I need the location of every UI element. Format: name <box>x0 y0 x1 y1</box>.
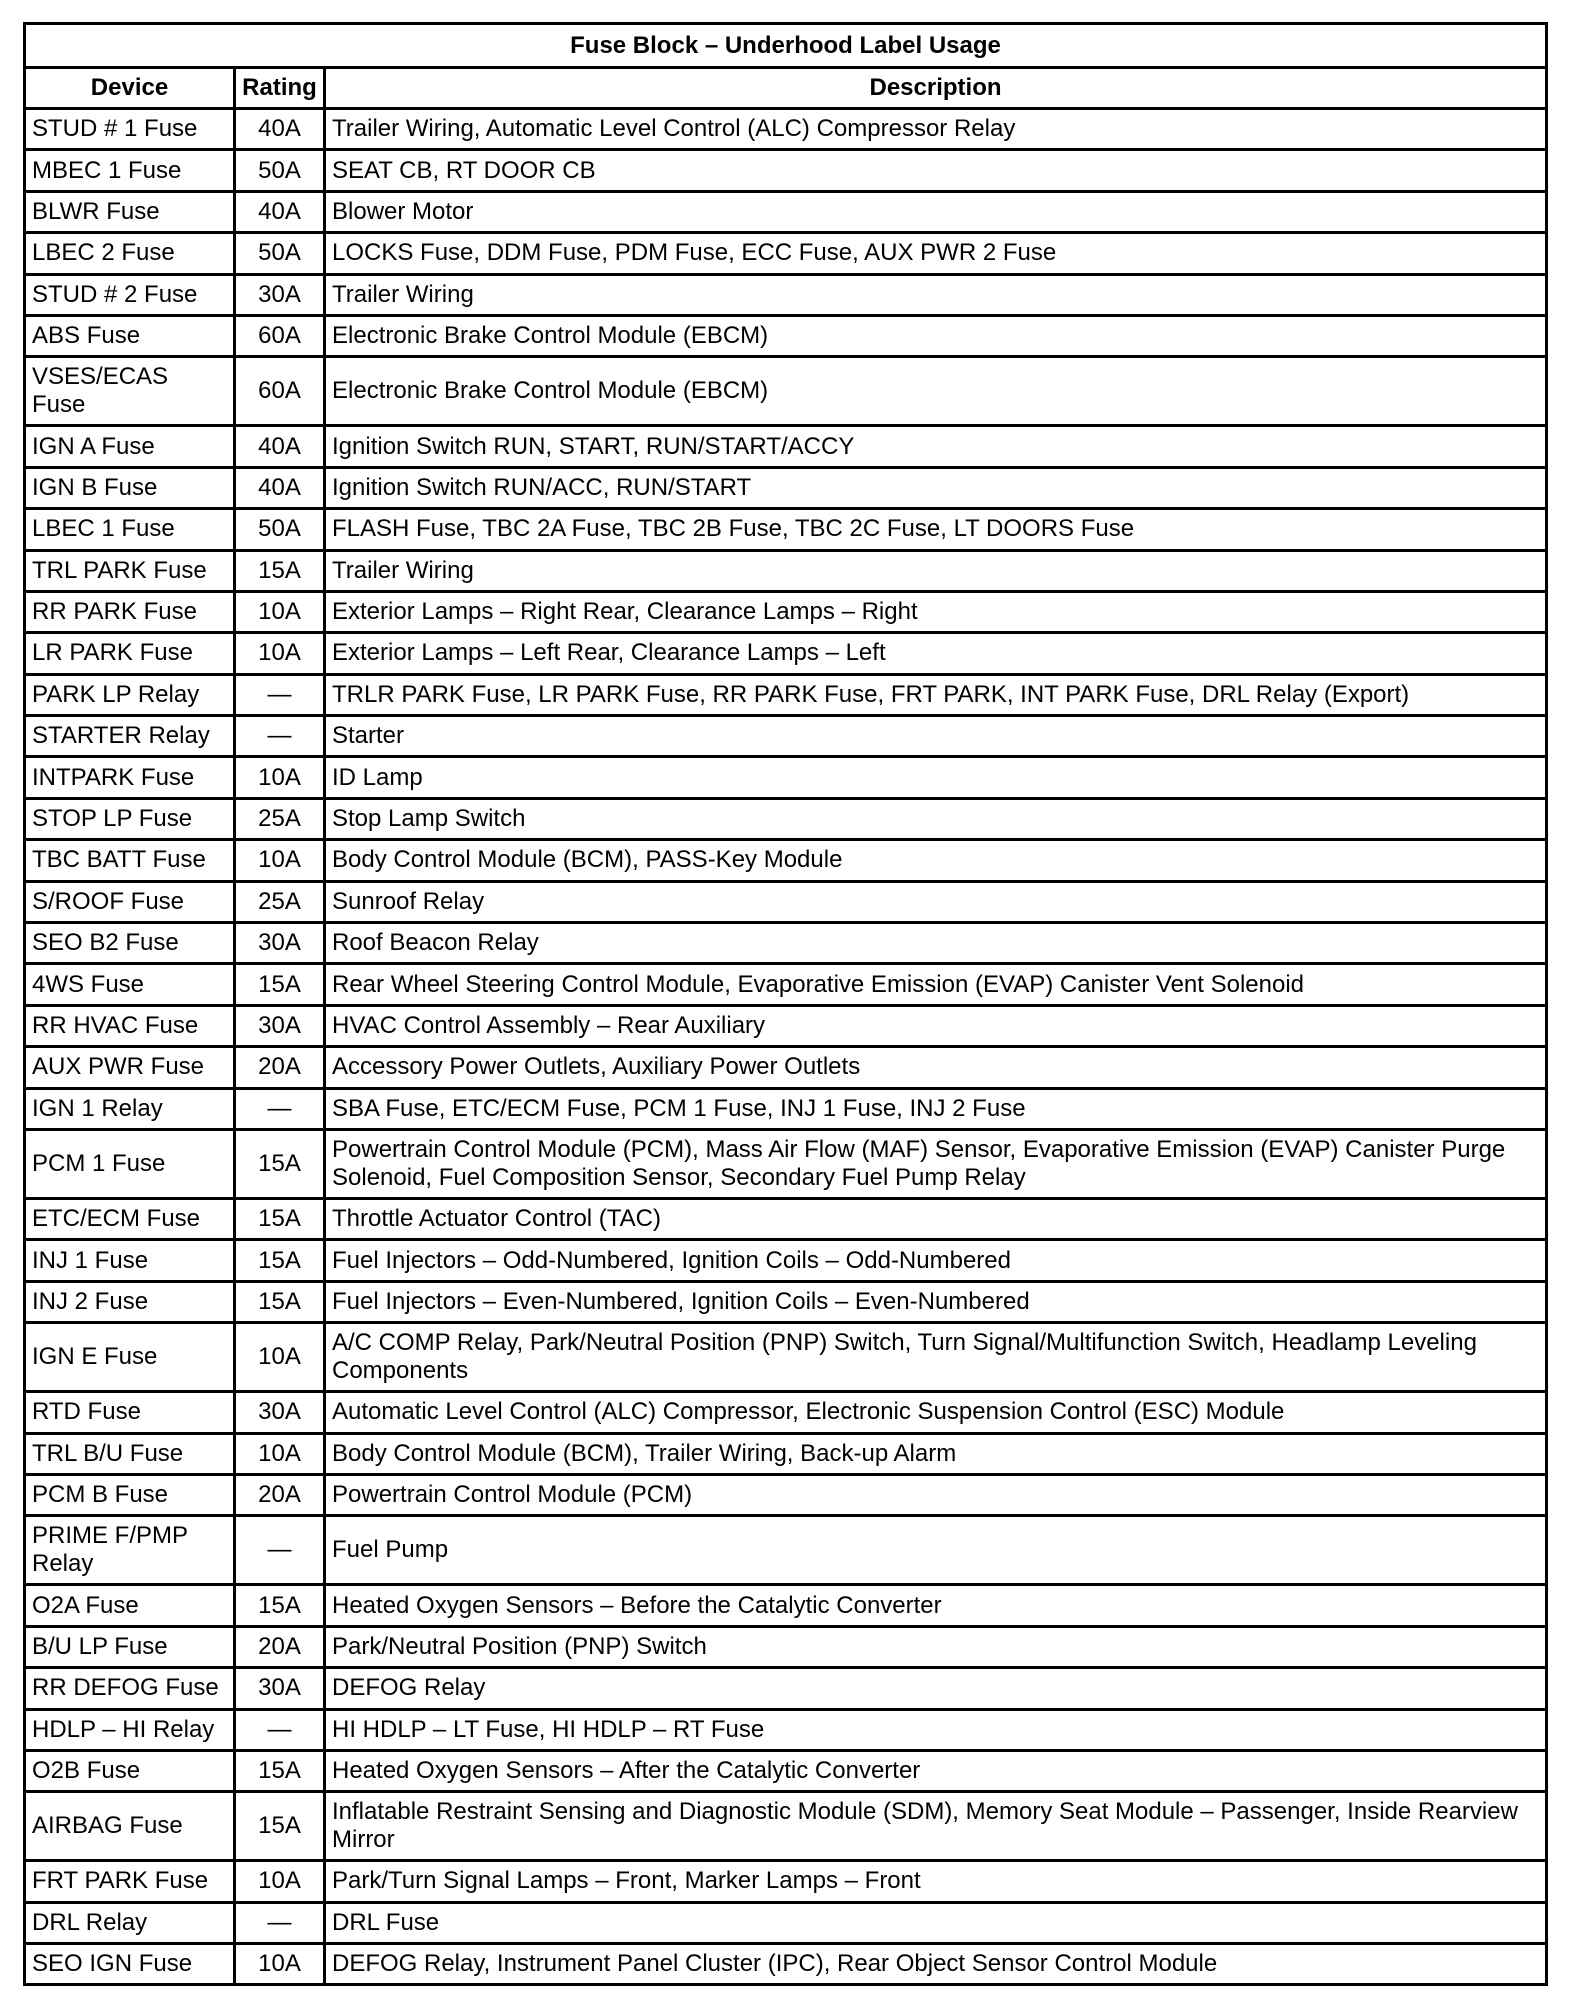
rating-cell: 15A <box>235 1129 325 1198</box>
table-row <box>25 315 1547 356</box>
device-cell: RR HVAC Fuse <box>25 1005 235 1046</box>
device-cell: O2A Fuse <box>25 1585 235 1626</box>
table-row <box>25 674 1547 715</box>
device-cell: IGN B Fuse <box>25 467 235 508</box>
rating-cell: 50A <box>235 150 325 191</box>
device-cell: HDLP – HI Relay <box>25 1709 235 1750</box>
description-cell: Trailer Wiring <box>325 550 1547 591</box>
device-cell: S/ROOF Fuse <box>25 881 235 922</box>
table-row <box>25 591 1547 632</box>
description-cell: Fuel Injectors – Even-Numbered, Ignition Coils – Even-Numbered <box>325 1281 1547 1322</box>
device-cell: INJ 2 Fuse <box>25 1281 235 1322</box>
device-cell: PARK LP Relay <box>25 674 235 715</box>
description-cell: Roof Beacon Relay <box>325 923 1547 964</box>
device-cell: RR PARK Fuse <box>25 591 235 632</box>
description-cell: Trailer Wiring, Automatic Level Control (ALC) Compressor Relay <box>325 109 1547 150</box>
rating-cell: 60A <box>235 315 325 356</box>
device-cell: LBEC 2 Fuse <box>25 233 235 274</box>
rating-cell: 40A <box>235 109 325 150</box>
table-row <box>25 1668 1547 1709</box>
rating-cell: 50A <box>235 509 325 550</box>
device-cell: INJ 1 Fuse <box>25 1240 235 1281</box>
device-cell: AUX PWR Fuse <box>25 1047 235 1088</box>
rating-cell: 30A <box>235 923 325 964</box>
description-cell: Sunroof Relay <box>325 881 1547 922</box>
device-cell: LR PARK Fuse <box>25 633 235 674</box>
rating-cell: 25A <box>235 881 325 922</box>
column-header-rating: Rating <box>235 68 325 109</box>
device-cell: ETC/ECM Fuse <box>25 1198 235 1239</box>
table-row <box>25 1392 1547 1433</box>
description-cell: HVAC Control Assembly – Rear Auxiliary <box>325 1005 1547 1046</box>
device-cell: STUD # 2 Fuse <box>25 274 235 315</box>
rating-cell: — <box>235 1088 325 1129</box>
description-cell: Accessory Power Outlets, Auxiliary Power Outlets <box>325 1047 1547 1088</box>
description-cell: HI HDLP – LT Fuse, HI HDLP – RT Fuse <box>325 1709 1547 1750</box>
description-cell: Ignition Switch RUN/ACC, RUN/START <box>325 467 1547 508</box>
table-row <box>25 274 1547 315</box>
table-row <box>25 757 1547 798</box>
device-cell: IGN A Fuse <box>25 426 235 467</box>
description-cell: Park/Turn Signal Lamps – Front, Marker Lamps – Front <box>325 1861 1547 1902</box>
rating-cell: — <box>235 674 325 715</box>
description-cell: DEFOG Relay, Instrument Panel Cluster (IPC), Rear Object Sensor Control Module <box>325 1944 1547 1985</box>
description-cell: Trailer Wiring <box>325 274 1547 315</box>
device-cell: INTPARK Fuse <box>25 757 235 798</box>
rating-cell: 15A <box>235 1585 325 1626</box>
rating-cell: 25A <box>235 798 325 839</box>
device-cell: IGN E Fuse <box>25 1323 235 1392</box>
description-cell: Exterior Lamps – Right Rear, Clearance Lamps – Right <box>325 591 1547 632</box>
device-cell: STARTER Relay <box>25 716 235 757</box>
rating-cell: 10A <box>235 757 325 798</box>
table-title-row <box>25 24 1547 68</box>
rating-cell: 30A <box>235 274 325 315</box>
rating-cell: — <box>235 1516 325 1585</box>
table-row <box>25 1129 1547 1198</box>
table-row <box>25 1750 1547 1791</box>
device-cell: RR DEFOG Fuse <box>25 1668 235 1709</box>
rating-cell: 30A <box>235 1392 325 1433</box>
device-cell: O2B Fuse <box>25 1750 235 1791</box>
description-cell: DEFOG Relay <box>325 1668 1547 1709</box>
table-row <box>25 1088 1547 1129</box>
table-body <box>25 109 1547 1985</box>
table-row <box>25 357 1547 426</box>
table-row <box>25 923 1547 964</box>
device-cell: TRL PARK Fuse <box>25 550 235 591</box>
rating-cell: 10A <box>235 840 325 881</box>
rating-cell: 10A <box>235 633 325 674</box>
table-header-row <box>25 68 1547 109</box>
column-header-description: Description <box>325 68 1547 109</box>
description-cell: Automatic Level Control (ALC) Compressor, Electronic Suspension Control (ESC) Module <box>325 1392 1547 1433</box>
device-cell: TRL B/U Fuse <box>25 1433 235 1474</box>
description-cell: Inflatable Restraint Sensing and Diagnostic Module (SDM), Memory Seat Module – Passenger, Inside Rearview Mirror <box>325 1792 1547 1861</box>
description-cell: Ignition Switch RUN, START, RUN/START/ACCY <box>325 426 1547 467</box>
table-row <box>25 1005 1547 1046</box>
rating-cell: — <box>235 716 325 757</box>
table-row <box>25 1792 1547 1861</box>
device-cell: PCM B Fuse <box>25 1474 235 1515</box>
table-row <box>25 1626 1547 1667</box>
description-cell: Starter <box>325 716 1547 757</box>
column-header-device: Device <box>25 68 235 109</box>
table-row <box>25 1902 1547 1943</box>
device-cell: AIRBAG Fuse <box>25 1792 235 1861</box>
description-cell: Stop Lamp Switch <box>325 798 1547 839</box>
table-row <box>25 1240 1547 1281</box>
rating-cell: — <box>235 1709 325 1750</box>
rating-cell: 40A <box>235 426 325 467</box>
description-cell: Heated Oxygen Sensors – Before the Catalytic Converter <box>325 1585 1547 1626</box>
description-cell: Heated Oxygen Sensors – After the Catalytic Converter <box>325 1750 1547 1791</box>
device-cell: SEO IGN Fuse <box>25 1944 235 1985</box>
table-row <box>25 1281 1547 1322</box>
description-cell: Powertrain Control Module (PCM) <box>325 1474 1547 1515</box>
rating-cell: 15A <box>235 1792 325 1861</box>
description-cell: Electronic Brake Control Module (EBCM) <box>325 357 1547 426</box>
rating-cell: 10A <box>235 591 325 632</box>
description-cell: Blower Motor <box>325 191 1547 232</box>
rating-cell: 20A <box>235 1047 325 1088</box>
rating-cell: 40A <box>235 467 325 508</box>
rating-cell: 60A <box>235 357 325 426</box>
device-cell: SEO B2 Fuse <box>25 923 235 964</box>
description-cell: Park/Neutral Position (PNP) Switch <box>325 1626 1547 1667</box>
device-cell: STOP LP Fuse <box>25 798 235 839</box>
rating-cell: 15A <box>235 1240 325 1281</box>
rating-cell: 50A <box>235 233 325 274</box>
device-cell: LBEC 1 Fuse <box>25 509 235 550</box>
description-cell: Rear Wheel Steering Control Module, Evaporative Emission (EVAP) Canister Vent Solenoid <box>325 964 1547 1005</box>
table-row <box>25 109 1547 150</box>
table-row <box>25 633 1547 674</box>
device-cell: MBEC 1 Fuse <box>25 150 235 191</box>
description-cell: TRLR PARK Fuse, LR PARK Fuse, RR PARK Fuse, FRT PARK, INT PARK Fuse, DRL Relay (Export) <box>325 674 1547 715</box>
table-row <box>25 1944 1547 1985</box>
table-title: Fuse Block – Underhood Label Usage <box>25 24 1547 68</box>
rating-cell: 10A <box>235 1944 325 1985</box>
table-row <box>25 233 1547 274</box>
description-cell: Fuel Injectors – Odd-Numbered, Ignition Coils – Odd-Numbered <box>325 1240 1547 1281</box>
device-cell: BLWR Fuse <box>25 191 235 232</box>
rating-cell: 30A <box>235 1005 325 1046</box>
rating-cell: 20A <box>235 1626 325 1667</box>
device-cell: RTD Fuse <box>25 1392 235 1433</box>
table-row <box>25 1433 1547 1474</box>
device-cell: 4WS Fuse <box>25 964 235 1005</box>
device-cell: TBC BATT Fuse <box>25 840 235 881</box>
table-row <box>25 798 1547 839</box>
rating-cell: 10A <box>235 1323 325 1392</box>
table-row <box>25 881 1547 922</box>
rating-cell: 10A <box>235 1433 325 1474</box>
rating-cell: 15A <box>235 1198 325 1239</box>
table-row <box>25 1861 1547 1902</box>
table-row <box>25 1323 1547 1392</box>
rating-cell: 10A <box>235 1861 325 1902</box>
device-cell: B/U LP Fuse <box>25 1626 235 1667</box>
table-row <box>25 426 1547 467</box>
table-row <box>25 467 1547 508</box>
description-cell: DRL Fuse <box>325 1902 1547 1943</box>
description-cell: SEAT CB, RT DOOR CB <box>325 150 1547 191</box>
rating-cell: 40A <box>235 191 325 232</box>
device-cell: VSES/ECAS Fuse <box>25 357 235 426</box>
rating-cell: 15A <box>235 1750 325 1791</box>
rating-cell: 20A <box>235 1474 325 1515</box>
rating-cell: 15A <box>235 550 325 591</box>
description-cell: FLASH Fuse, TBC 2A Fuse, TBC 2B Fuse, TBC 2C Fuse, LT DOORS Fuse <box>325 509 1547 550</box>
description-cell: LOCKS Fuse, DDM Fuse, PDM Fuse, ECC Fuse, AUX PWR 2 Fuse <box>325 233 1547 274</box>
description-cell: Exterior Lamps – Left Rear, Clearance Lamps – Left <box>325 633 1547 674</box>
table-row <box>25 840 1547 881</box>
rating-cell: 15A <box>235 964 325 1005</box>
description-cell: Powertrain Control Module (PCM), Mass Air Flow (MAF) Sensor, Evaporative Emission (EVAP) Canister Purge Solenoid, Fuel Composition Sensor, Secondary Fuel Pump Relay <box>325 1129 1547 1198</box>
device-cell: DRL Relay <box>25 1902 235 1943</box>
description-cell: Body Control Module (BCM), PASS-Key Module <box>325 840 1547 881</box>
table-row <box>25 964 1547 1005</box>
device-cell: ABS Fuse <box>25 315 235 356</box>
table-row <box>25 1047 1547 1088</box>
table-row <box>25 191 1547 232</box>
table-row <box>25 509 1547 550</box>
rating-cell: 15A <box>235 1281 325 1322</box>
table-row <box>25 1709 1547 1750</box>
device-cell: STUD # 1 Fuse <box>25 109 235 150</box>
rating-cell: — <box>235 1902 325 1943</box>
device-cell: PCM 1 Fuse <box>25 1129 235 1198</box>
table-row <box>25 1198 1547 1239</box>
description-cell: SBA Fuse, ETC/ECM Fuse, PCM 1 Fuse, INJ 1 Fuse, INJ 2 Fuse <box>325 1088 1547 1129</box>
table-row <box>25 150 1547 191</box>
description-cell: Throttle Actuator Control (TAC) <box>325 1198 1547 1239</box>
description-cell: ID Lamp <box>325 757 1547 798</box>
table-row <box>25 716 1547 757</box>
device-cell: IGN 1 Relay <box>25 1088 235 1129</box>
description-cell: Body Control Module (BCM), Trailer Wiring, Back-up Alarm <box>325 1433 1547 1474</box>
device-cell: FRT PARK Fuse <box>25 1861 235 1902</box>
table-row <box>25 1585 1547 1626</box>
fuse-block-table <box>23 22 1548 1986</box>
device-cell: PRIME F/PMP Relay <box>25 1516 235 1585</box>
description-cell: A/C COMP Relay, Park/Neutral Position (PNP) Switch, Turn Signal/Multifunction Switch, Headlamp Leveling Components <box>325 1323 1547 1392</box>
description-cell: Electronic Brake Control Module (EBCM) <box>325 315 1547 356</box>
table-row <box>25 1516 1547 1585</box>
table-row <box>25 550 1547 591</box>
table-row <box>25 1474 1547 1515</box>
rating-cell: 30A <box>235 1668 325 1709</box>
description-cell: Fuel Pump <box>325 1516 1547 1585</box>
